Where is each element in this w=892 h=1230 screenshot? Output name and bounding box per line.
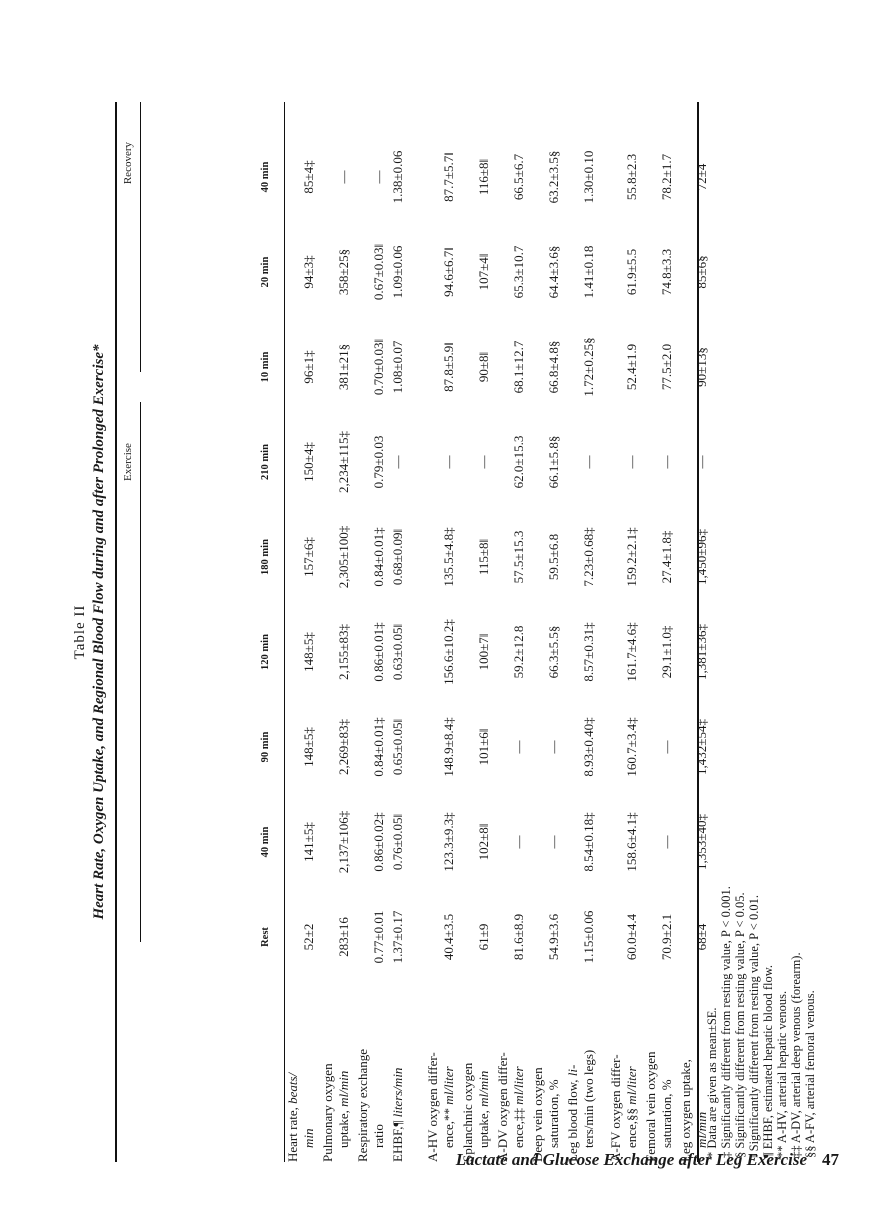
footnote: * Data are given as mean±SE. (705, 1007, 719, 1158)
table-cell: 74.8±3.3 (659, 248, 675, 296)
column-header: 40 min (260, 161, 271, 193)
table-cell: 381±21§ (335, 343, 351, 391)
column-header: 180 min (260, 539, 271, 575)
table-cell: 148.9±8.4‡ (440, 717, 456, 777)
table-cell: 1.38±0.06 (389, 150, 405, 204)
table-cell: 66.3±5.5§ (545, 625, 561, 679)
table-cell: 68±4 (694, 923, 710, 951)
table-cell: 0.76±0.05‖ (389, 813, 405, 871)
table-cell: — (370, 170, 386, 184)
table-cell: 158.6±4.1‡ (624, 812, 640, 872)
row-label: Deep vein oxygen saturation, % (529, 1067, 561, 1162)
table-cell: 59.5±6.8 (545, 533, 561, 581)
table-cell: 87.8±5.9‖ (440, 342, 456, 392)
table-cell: 0.84±0.01‡ (370, 527, 386, 587)
table-cell: 2,137±106‡ (335, 810, 351, 874)
recovery-underline (140, 102, 141, 372)
table-cell: — (659, 740, 675, 754)
table-cell: 0.63±0.05‖ (389, 623, 405, 681)
table-cell: 90±8‖ (475, 351, 491, 383)
table-cell: — (659, 835, 675, 849)
exercise-underline (140, 402, 141, 942)
row-label: A-FV oxygen differ- ence,§§ ml/liter (608, 1054, 640, 1162)
table-cell: 1,381±36‡ (694, 624, 710, 680)
table-cell: — (389, 455, 405, 469)
table-cell: 85±4‡ (300, 160, 316, 194)
table-cell: 70.9±2.1 (659, 913, 675, 961)
table-cell: 65.3±10.7 (510, 245, 526, 299)
table-cell: 66.5±6.7 (510, 153, 526, 201)
table-cell: 0.68±0.09‖ (389, 528, 405, 586)
table-cell: 54.9±3.6 (545, 913, 561, 961)
table-cell: 52±2 (300, 923, 316, 951)
table-cell: — (624, 455, 640, 469)
table-caption: Heart Rate, Oxygen Uptake, and Regional Blood Flow during and after Prolonged Exercise* (91, 344, 107, 920)
table-cell: 77.5±2.0 (659, 343, 675, 391)
column-header: 120 min (260, 634, 271, 670)
table-cell: — (510, 740, 526, 754)
table-cell: 0.70±0.03‖ (370, 338, 386, 396)
column-header: 210 min (260, 444, 271, 480)
table-cell: — (475, 455, 491, 469)
footnote: §§ A-FV, arterial femoral venous. (803, 990, 817, 1158)
table-cell: 29.1±1.0‡ (659, 625, 675, 679)
table-cell: — (510, 835, 526, 849)
page-number: 47 (822, 1150, 839, 1169)
table-cell: — (659, 455, 675, 469)
table-cell: 107±4‖ (475, 253, 491, 291)
table-cell: 7.23±0.68‡ (580, 527, 596, 587)
table-cell: 62.0±15.3 (510, 435, 526, 489)
footnote: ¶ EHBF, estimated hepatic blood flow. (761, 964, 775, 1158)
row-label: Leg blood flow, li- ters/min (two legs) (564, 1049, 596, 1162)
row-label: A-DV oxygen differ- ence,‡‡ ml/liter (494, 1052, 526, 1162)
table-cell: 0.84±0.01‡ (370, 717, 386, 777)
footnote: § Significantly different from resting value, P < 0.05. (733, 892, 747, 1158)
table-cell: 159.2±2.1‡ (624, 527, 640, 587)
table-cell: 57.5±15.3 (510, 530, 526, 584)
table-cell: 160.7±3.4‡ (624, 717, 640, 777)
table-cell: 123.3±9.3‡ (440, 812, 456, 872)
table-cell: 64.4±3.6§ (545, 245, 561, 299)
group-recovery (122, 72, 134, 402)
bottom-rule (697, 102, 699, 1162)
group-recovery-label: Recovery (122, 142, 134, 185)
row-label: Heart rate, beats/ min (284, 1072, 316, 1162)
table-cell: 0.77±0.01 (370, 910, 386, 964)
table-cell: 96±1‡ (300, 350, 316, 384)
column-header: 10 min (260, 351, 271, 383)
table-cell: 1.41±0.18 (580, 245, 596, 299)
table-cell: 1.09±0.06 (389, 245, 405, 299)
table-title: Table II (72, 604, 88, 660)
table-cell: 40.4±3.5 (440, 913, 456, 961)
table-cell: 1.72±0.25§ (580, 337, 596, 397)
table-cell: 87.7±5.7‖ (440, 152, 456, 202)
table-cell: 2,269±83‡ (335, 719, 351, 775)
table-cell: 2,234±115‡ (335, 431, 351, 493)
table-cell: 148±5‡ (300, 632, 316, 672)
table-cell: — (694, 455, 710, 469)
table-cell: 2,305±100‡ (335, 525, 351, 589)
footnote: ** A-HV, arterial hepatic venous. (775, 990, 789, 1158)
table-cell: 66.1±5.8§ (545, 435, 561, 489)
running-title: Lactate and Glucose Exchange after Leg Exercise (455, 1150, 807, 1169)
row-label: Femoral vein oxygen saturation, % (643, 1051, 675, 1162)
table-cell: 63.2±3.5§ (545, 150, 561, 204)
table-cell: 156.6±10.2‡ (440, 619, 456, 685)
table-cell: 1,450±96‡ (694, 529, 710, 585)
table-cell: 81.6±8.9 (510, 913, 526, 961)
table-cell: 1.08±0.07 (389, 340, 405, 394)
table-cell: 8.93±0.40‡ (580, 717, 596, 777)
table-cell: — (440, 455, 456, 469)
row-label: A-HV oxygen differ- ence,** ml/liter (424, 1052, 456, 1162)
column-header: 20 min (260, 256, 271, 288)
column-header: 90 min (260, 731, 271, 763)
table-cell: 85±6§ (694, 255, 710, 289)
table-cell: 115±8‖ (475, 538, 491, 576)
table-cell: — (545, 740, 561, 754)
table-cell: 1.15±0.06 (580, 910, 596, 964)
table-cell: 8.57±0.31‡ (580, 622, 596, 682)
table-cell: 60.0±4.4 (624, 913, 640, 961)
rotated-table-page (60, 102, 820, 1162)
footnote: ‡‡ A-DV, arterial deep venous (forearm). (789, 952, 803, 1158)
footnote: ‡ Significantly different from resting value, P < 0.001. (719, 886, 733, 1158)
table-cell: — (545, 835, 561, 849)
group-exercise: Exercise (122, 443, 134, 481)
row-label: EHBF,¶ liters/min (389, 1067, 405, 1162)
table-cell: 0.86±0.01‡ (370, 622, 386, 682)
table-cell: 0.86±0.02‡ (370, 812, 386, 872)
table-cell: 102±8‖ (475, 823, 491, 861)
table-cell: 1,432±54‡ (694, 719, 710, 775)
table-cell: 27.4±1.8‡ (659, 530, 675, 584)
table-cell: 78.2±1.7 (659, 153, 675, 201)
table-cell: 61±9 (475, 923, 491, 951)
column-header: Rest (260, 927, 271, 947)
table-cell: 52.4±1.9 (624, 343, 640, 391)
row-label: Pulmonary oxygen uptake, ml/min (319, 1063, 351, 1162)
table-cell: 94±3‡ (300, 255, 316, 289)
table-cell: 1.30±0.10 (580, 150, 596, 204)
table-cell: 100±7‖ (475, 633, 491, 671)
table-cell: 148±5‡ (300, 727, 316, 767)
table-cell: 61.9±5.5 (624, 248, 640, 296)
table-cell: 135.5±4.8‡ (440, 527, 456, 587)
table-cell: 283±16 (335, 917, 351, 957)
table-cell: 141±5‡ (300, 822, 316, 862)
table-cell: 94.6±6.7‖ (440, 247, 456, 297)
table-cell: 161.7±4.6‡ (624, 622, 640, 682)
footnote: ‖ Significantly different from resting value, P < 0.01. (747, 895, 761, 1158)
table-cell: — (335, 170, 351, 184)
table-cell: 2,155±83‡ (335, 624, 351, 680)
table-cell: 0.65±0.05‖ (389, 718, 405, 776)
table-cell: 358±25§ (335, 248, 351, 296)
table-cell: 0.67±0.03‖ (370, 243, 386, 301)
table-cell: — (580, 455, 596, 469)
row-label: Splanchnic oxygen uptake, ml/min (459, 1062, 491, 1162)
header-rule (284, 102, 285, 1162)
table-cell: 1.37±0.17 (389, 910, 405, 964)
row-label: Respiratory exchange ratio (354, 1049, 386, 1162)
column-header: 40 min (260, 826, 271, 858)
table-cell: 1,353±40‡ (694, 814, 710, 870)
row-label: Leg oxygen uptake, ml/min (678, 1059, 710, 1162)
table-cell: 59.2±12.8 (510, 625, 526, 679)
table-cell: 157±6‡ (300, 537, 316, 577)
table-cell: 66.8±4.8§ (545, 340, 561, 394)
top-rule (115, 102, 117, 1162)
table-cell: 0.79±0.03 (370, 435, 386, 489)
table-cell: 72±4 (694, 163, 710, 191)
table-cell: 90±13§ (694, 347, 710, 387)
table-cell: 8.54±0.18‡ (580, 812, 596, 872)
table-cell: 101±6‖ (475, 728, 491, 766)
table-cell: 55.8±2.3 (624, 153, 640, 201)
table-cell: 68.1±12.7 (510, 340, 526, 394)
table-cell: 116±8‖ (475, 158, 491, 196)
table-cell: 150±4‡ (300, 442, 316, 482)
